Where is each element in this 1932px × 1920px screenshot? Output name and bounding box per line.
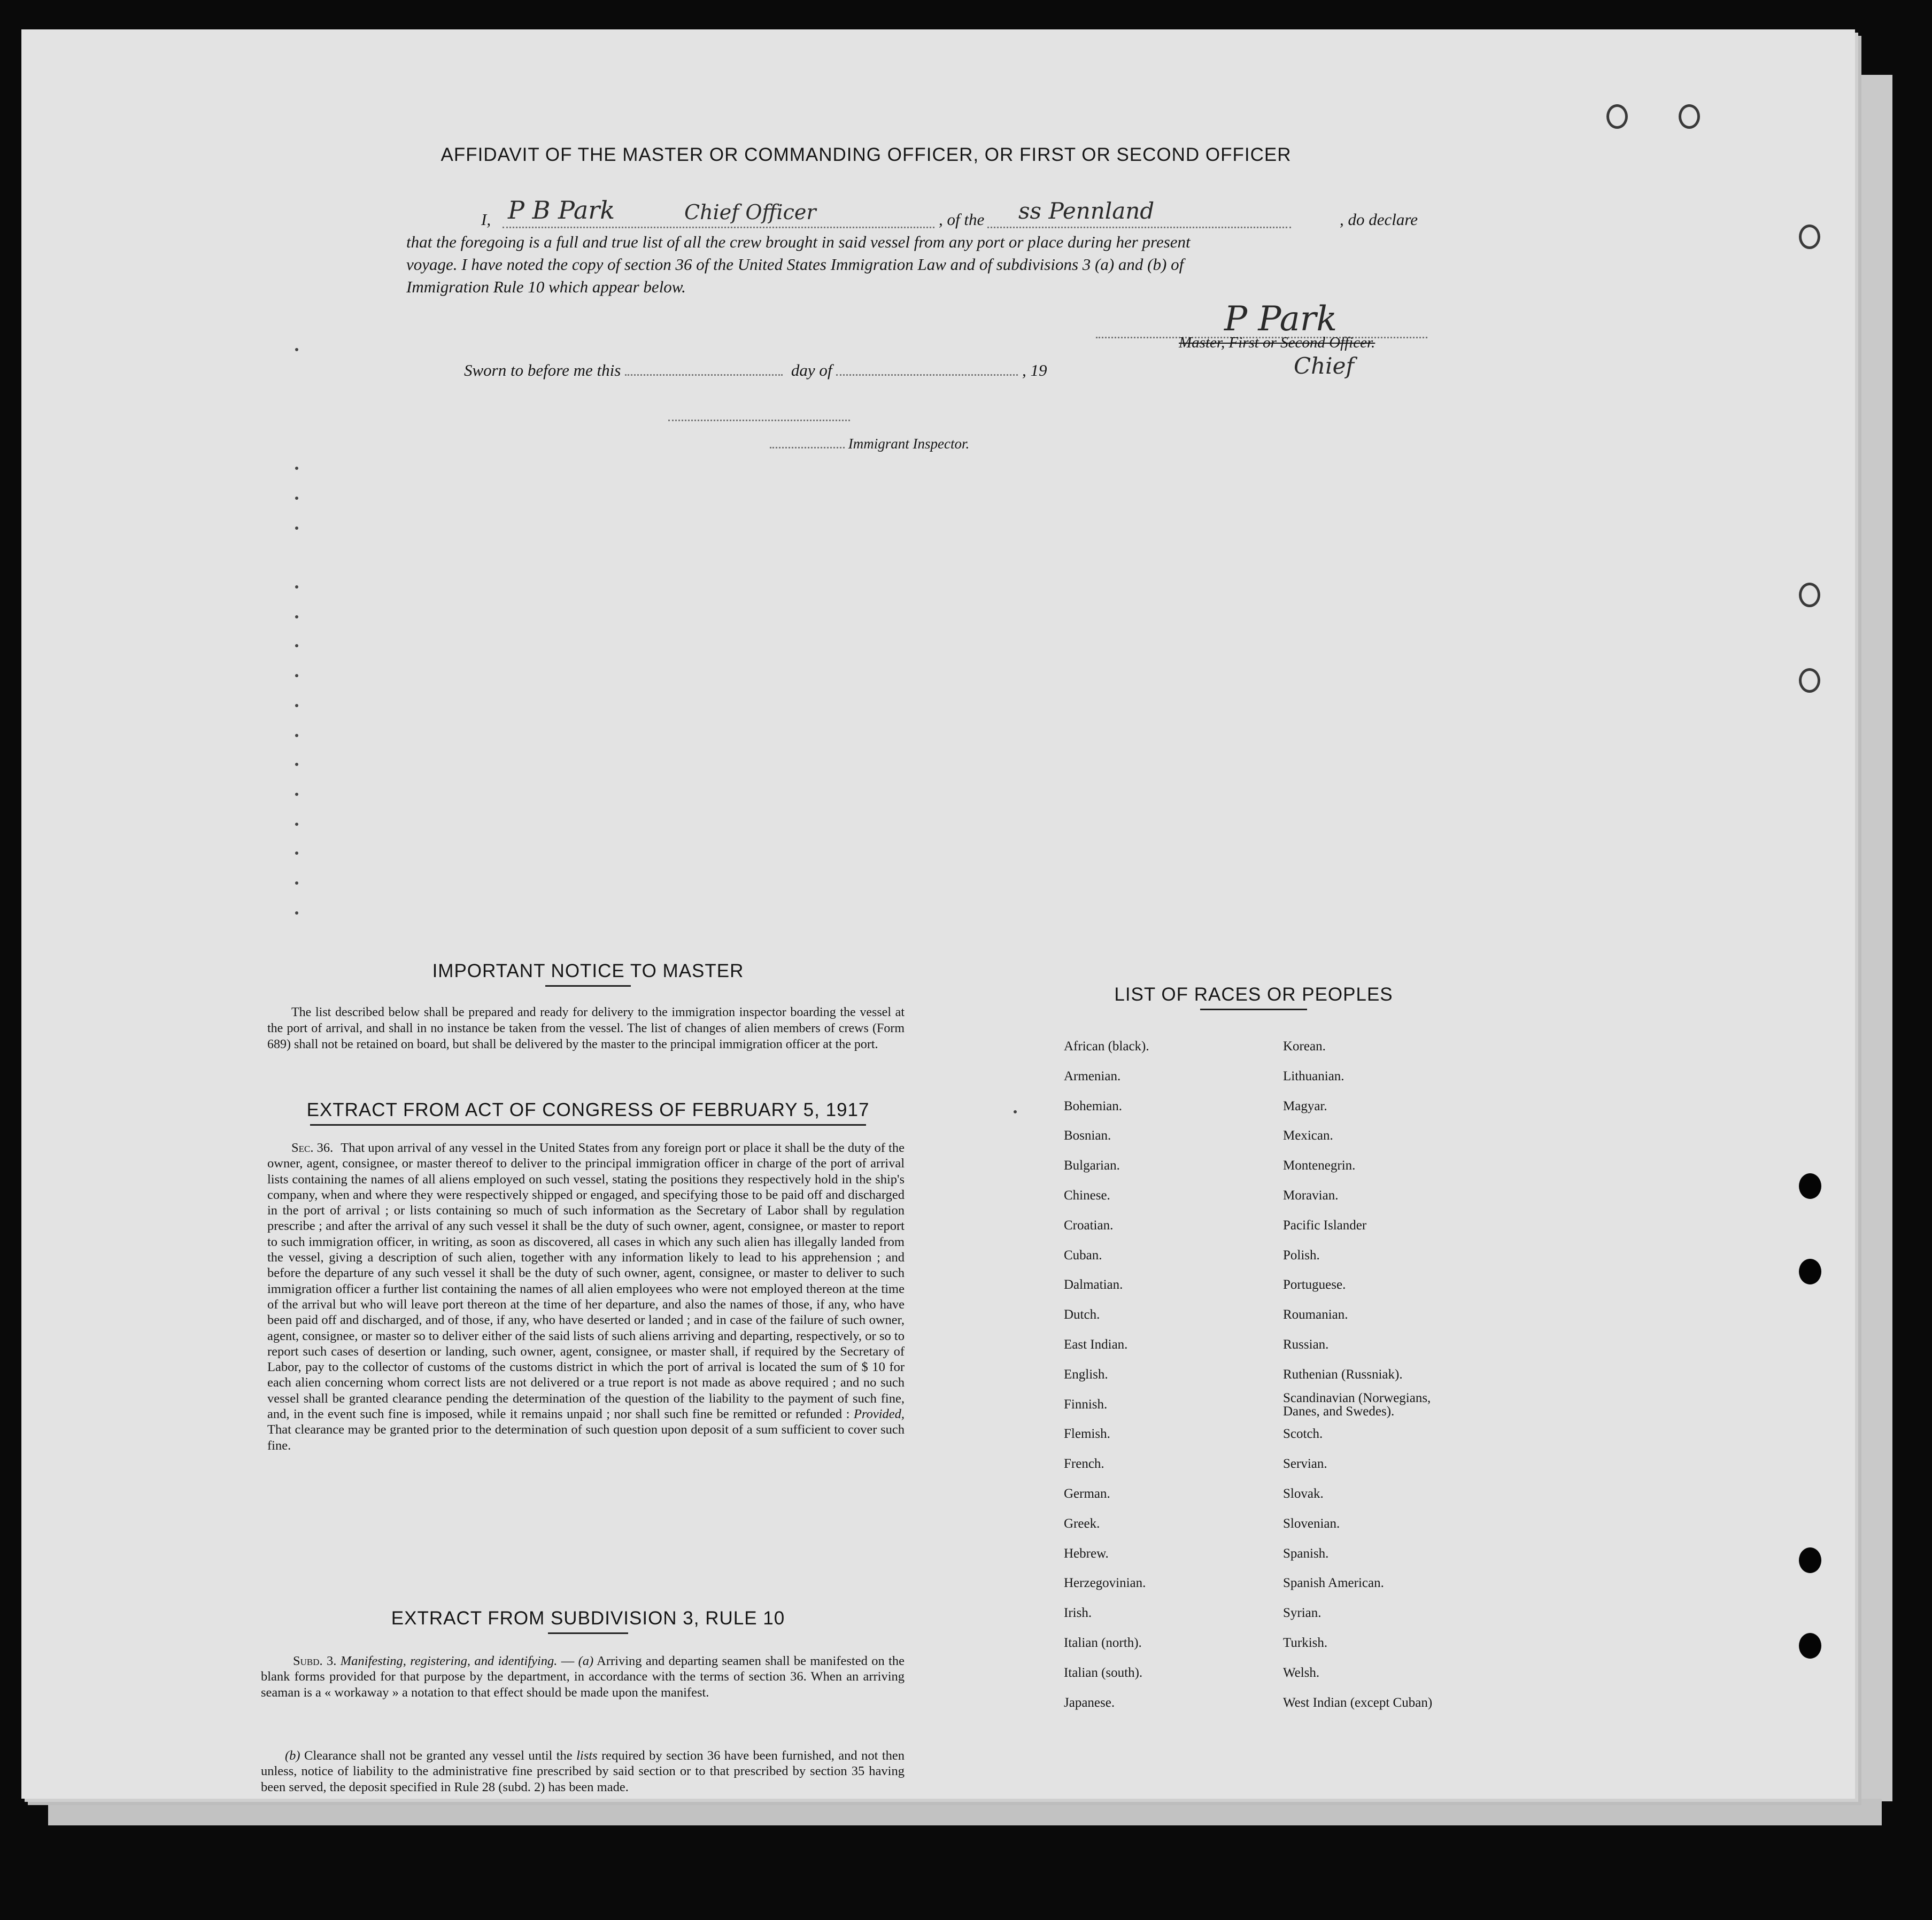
act-extract-title-rule [310, 1124, 866, 1126]
margin-dot [295, 881, 298, 885]
binder-hole [1799, 1173, 1821, 1199]
notice-title-text: IMPORTANT NOTICE TO MASTER [432, 961, 744, 981]
races-left-column [1064, 1032, 1149, 1717]
declaration-line-2: voyage. I have noted the copy of section 36 of the United States Immigration Law and of subdivisions 3 (a) and (b) of [406, 255, 1184, 274]
b-lists: lists [576, 1748, 598, 1763]
race-item: Hebrew. [1064, 1546, 1109, 1561]
declaration-line-1: that the foregoing is a full and true list of all the crew brought in said vessel from any port or place during her present [406, 233, 1191, 251]
act-extract-text [267, 1140, 905, 1453]
margin-dot [295, 823, 298, 826]
race-item: Dutch. [1064, 1307, 1100, 1322]
declaration-line-3: Immigration Rule 10 which appear below. [406, 277, 686, 296]
race-item: Ruthenian (Russniak). [1283, 1367, 1403, 1382]
race-item: Montenegrin. [1283, 1158, 1356, 1173]
race-item: Pacific Islander [1283, 1218, 1367, 1233]
margin-dot [295, 497, 298, 500]
signature: P Park [1224, 299, 1338, 339]
sworn-line [464, 361, 1047, 380]
race-item: West Indian (except Cuban) [1283, 1695, 1433, 1710]
affidavit-title-text: AFFIDAVIT OF THE MASTER OR COMMANDING OFFICER, OR FIRST OR SECOND OFFICER [441, 144, 1292, 165]
margin-dot [295, 911, 298, 915]
binder-hole-ring [1799, 668, 1820, 693]
declaration-first-line [406, 196, 1449, 231]
signature-caption: Master, First or Second Officer. [1179, 334, 1375, 351]
race-item: East Indian. [1064, 1337, 1128, 1352]
vessel-handwritten: ss Pennland [1018, 198, 1155, 224]
provided-label: Provided, [853, 1407, 905, 1422]
race-item: Syrian. [1283, 1606, 1322, 1621]
race-item: Cuban. [1064, 1248, 1102, 1263]
subdivision-title [267, 1608, 909, 1634]
race-item: Spanish. [1283, 1546, 1329, 1561]
race-item: Moravian. [1283, 1188, 1339, 1203]
name-handwritten: P B Park [508, 196, 615, 224]
race-item: Roumanian. [1283, 1307, 1348, 1322]
binder-hole [1799, 1259, 1821, 1284]
race-item: German. [1064, 1486, 1110, 1501]
chief-handwritten: Chief [1294, 353, 1355, 379]
subd-label: Subd. 3. [293, 1654, 337, 1668]
manifest-page [21, 29, 1855, 1799]
race-item: Bosnian. [1064, 1128, 1111, 1143]
inspector-signature-line [668, 420, 850, 421]
races-right-column [1283, 1032, 1459, 1717]
name-field [503, 200, 1291, 228]
inspector-line [770, 436, 969, 452]
day-of-label: day of [791, 361, 832, 380]
binder-hole-ring [1799, 224, 1820, 249]
sworn-month-field [836, 363, 1018, 376]
act-body: That upon arrival of any vessel in the United States from any foreign port or place it shall be the duty of the owner, agent, consignee, or master thereof to deliver to the principal immigration officer in charge of the port of arrival lists containing the names of all aliens employed on such vessel, stating the positions they respectively hold in the ship's company, when and where they were respectively shipped or engaged, and specifying those to be paid off and discharged in the port of arrival ; or lists containing so much of such information as the Secretary of Labor shall by regulation prescribe ; and after the arrival of any such vessel it shall be the duty of such owner, agent, consignee, or master to report to such immigration officer, in writing, as soon as discovered, all cases in which any such alien has illegally landed from the vessel, giving a description of such alien, together with any information likely to lead to his apprehension ; and before the departure of any such vessel it shall be the duty of such owner, agent, consignee, or master to deliver to such immigration officer a further list containing the names of all alien employees who were not employed thereon at the time of the arrival but who will leave port thereon at the time of her departure, and also the names of those, if any, who have been paid off and discharged, and of those, if any, who have deserted or landed ; and in case of the failure of such owner, agent, consignee, or master so to deliver either of the said lists of such aliens arriving and departing, respectively, or so to report such cases of desertion or landing, such owner, agent, consignee, or master shall, if required by the Secretary of Labor, pay to the collector of customs of the customs district in which the port of arrival is located the sum of $ 10 for each alien concerning whom correct lists are not delivered or a true report is not made as above required ; and no such vessel shall be granted clearance pending the determination of the question of the liability to the payment of such fine, and, in the event such fine is imposed, while it remains unpaid ; nor shall such fine be remitted or refunded : [267, 1141, 905, 1422]
race-item: Slovak. [1283, 1486, 1324, 1501]
year-prefix: , 19 [1022, 361, 1047, 380]
margin-dot [295, 585, 298, 589]
race-item: Magyar. [1283, 1098, 1327, 1113]
binder-hole-ring [1799, 583, 1820, 607]
races-title-text: LIST OF RACES OR PEOPLES [1114, 984, 1393, 1005]
sec-label: Sec. 36. [291, 1141, 334, 1155]
page-stack-edge [1855, 75, 1892, 1801]
subdivision-title-text: EXTRACT FROM SUBDIVISION 3, RULE 10 [391, 1608, 785, 1629]
a-label: (a) [578, 1654, 594, 1668]
race-item: Italian (north). [1064, 1635, 1142, 1650]
race-item: Scotch. [1283, 1427, 1323, 1442]
race-item: Spanish American. [1283, 1576, 1384, 1591]
margin-dot [295, 734, 298, 737]
subdivision-b [261, 1748, 905, 1795]
inspector-field [770, 438, 845, 448]
binder-hole-ring [1679, 104, 1700, 129]
notice-title-rule [545, 985, 631, 987]
subd-heading: Manifesting, registering, and identifying. [340, 1654, 558, 1668]
race-item: Welsh. [1283, 1665, 1320, 1680]
margin-dot [295, 467, 298, 470]
a-text: Arriving and departing seamen shall be manifested on the blank forms provided for that purpose by the department, in accordance with the terms of section 36. When an arriving seaman is a « workaway » a notation to that effect should be made upon the manifest. [261, 1654, 905, 1700]
binder-hole [1799, 1633, 1821, 1659]
margin-dot [1014, 1110, 1017, 1113]
i-label: I, [481, 210, 491, 229]
binder-hole-ring [1606, 104, 1628, 129]
page-stack-bottom [48, 1799, 1882, 1825]
race-item: Chinese. [1064, 1188, 1110, 1203]
notice-text: The list described below shall be prepared and ready for delivery to the immigration inspector boarding the vessel at the port of arrival, and shall in no instance be taken from the vessel. The list of changes of alien members of crews (Form 689) shall not be retained on board, but shall be delivered by the master to the principal immigration officer at the port. [267, 1005, 905, 1051]
subdivision-title-rule [548, 1632, 628, 1634]
margin-dot [295, 348, 298, 351]
race-item: Bulgarian. [1064, 1158, 1120, 1173]
race-item: African (black). [1064, 1039, 1149, 1054]
race-item: Italian (south). [1064, 1665, 1143, 1680]
race-item: Servian. [1283, 1457, 1327, 1472]
race-item: Dalmatian. [1064, 1278, 1123, 1292]
race-item: French. [1064, 1457, 1104, 1472]
margin-dot [295, 704, 298, 707]
races-title-rule [1200, 1009, 1307, 1010]
margin-dot [295, 527, 298, 530]
race-item: Lithuanian. [1283, 1069, 1344, 1083]
race-item: English. [1064, 1367, 1108, 1382]
notice-title [267, 961, 909, 987]
race-item: Japanese. [1064, 1695, 1115, 1710]
race-item: Herzegovinian. [1064, 1576, 1146, 1591]
margin-dot [295, 763, 298, 766]
race-item: Turkish. [1283, 1635, 1328, 1650]
inspector-label: Immigrant Inspector. [848, 436, 970, 452]
race-item: Korean. [1283, 1039, 1326, 1054]
race-item: Russian. [1283, 1337, 1329, 1352]
binder-hole [1799, 1547, 1821, 1573]
act-body-end: That clearance may be granted prior to the determination of such question upon deposit of a sum sufficient to cover such fine. [267, 1422, 905, 1453]
b-text-1: Clearance shall not be granted any vessel until the [304, 1748, 573, 1763]
race-item: Scandinavian (Norwegians, Danes, and Swedes). [1283, 1390, 1431, 1419]
races-title [1026, 984, 1481, 1010]
subdivision-a: Subd. 3. Manifesting, registering, and identifying. — (a) Arriving and departing seamen shall be manifested on the blank forms provided for that purpose by the department, in accordance with the terms of section 36. When an arriving seaman is a « workaway » a notation to that effect should be made upon the manifest. [261, 1654, 905, 1700]
race-item: Slovenian. [1283, 1516, 1340, 1531]
act-extract-title-text: EXTRACT FROM ACT OF CONGRESS OF FEBRUARY 5, 1917 [306, 1100, 870, 1120]
b-label: (b) [285, 1748, 300, 1763]
race-item: Bohemian. [1064, 1098, 1123, 1113]
margin-dot [295, 793, 298, 796]
race-item: Polish. [1283, 1248, 1320, 1263]
race-item: Mexican. [1283, 1128, 1333, 1143]
sworn-day-field [625, 363, 783, 376]
race-item: Finnish. [1064, 1397, 1108, 1412]
race-item: Flemish. [1064, 1427, 1110, 1442]
margin-dot [295, 674, 298, 677]
sworn-label: Sworn to before me this [464, 361, 621, 380]
race-item: Croatian. [1064, 1218, 1114, 1233]
of-the-label: , of the [936, 208, 987, 231]
position-handwritten: Chief Officer [684, 200, 816, 224]
act-extract-title [267, 1100, 909, 1126]
race-item: Greek. [1064, 1516, 1100, 1531]
affidavit-declaration [406, 196, 1449, 298]
margin-dot [295, 644, 298, 647]
margin-dot [295, 615, 298, 618]
race-item: Armenian. [1064, 1069, 1121, 1083]
race-item: Irish. [1064, 1606, 1092, 1621]
do-declare-label: , do declare [1336, 208, 1418, 231]
race-item: Portuguese. [1283, 1278, 1346, 1292]
margin-dot [295, 851, 298, 855]
b-text-2: required by section 36 have been furnished, and not then unless, notice of liability to the administrative fine prescribed by said section or to that prescribed by section 35 having been served, the deposit specified in Rule 28 (subd. 2) has been made. [261, 1748, 905, 1794]
affidavit-title [364, 144, 1369, 166]
